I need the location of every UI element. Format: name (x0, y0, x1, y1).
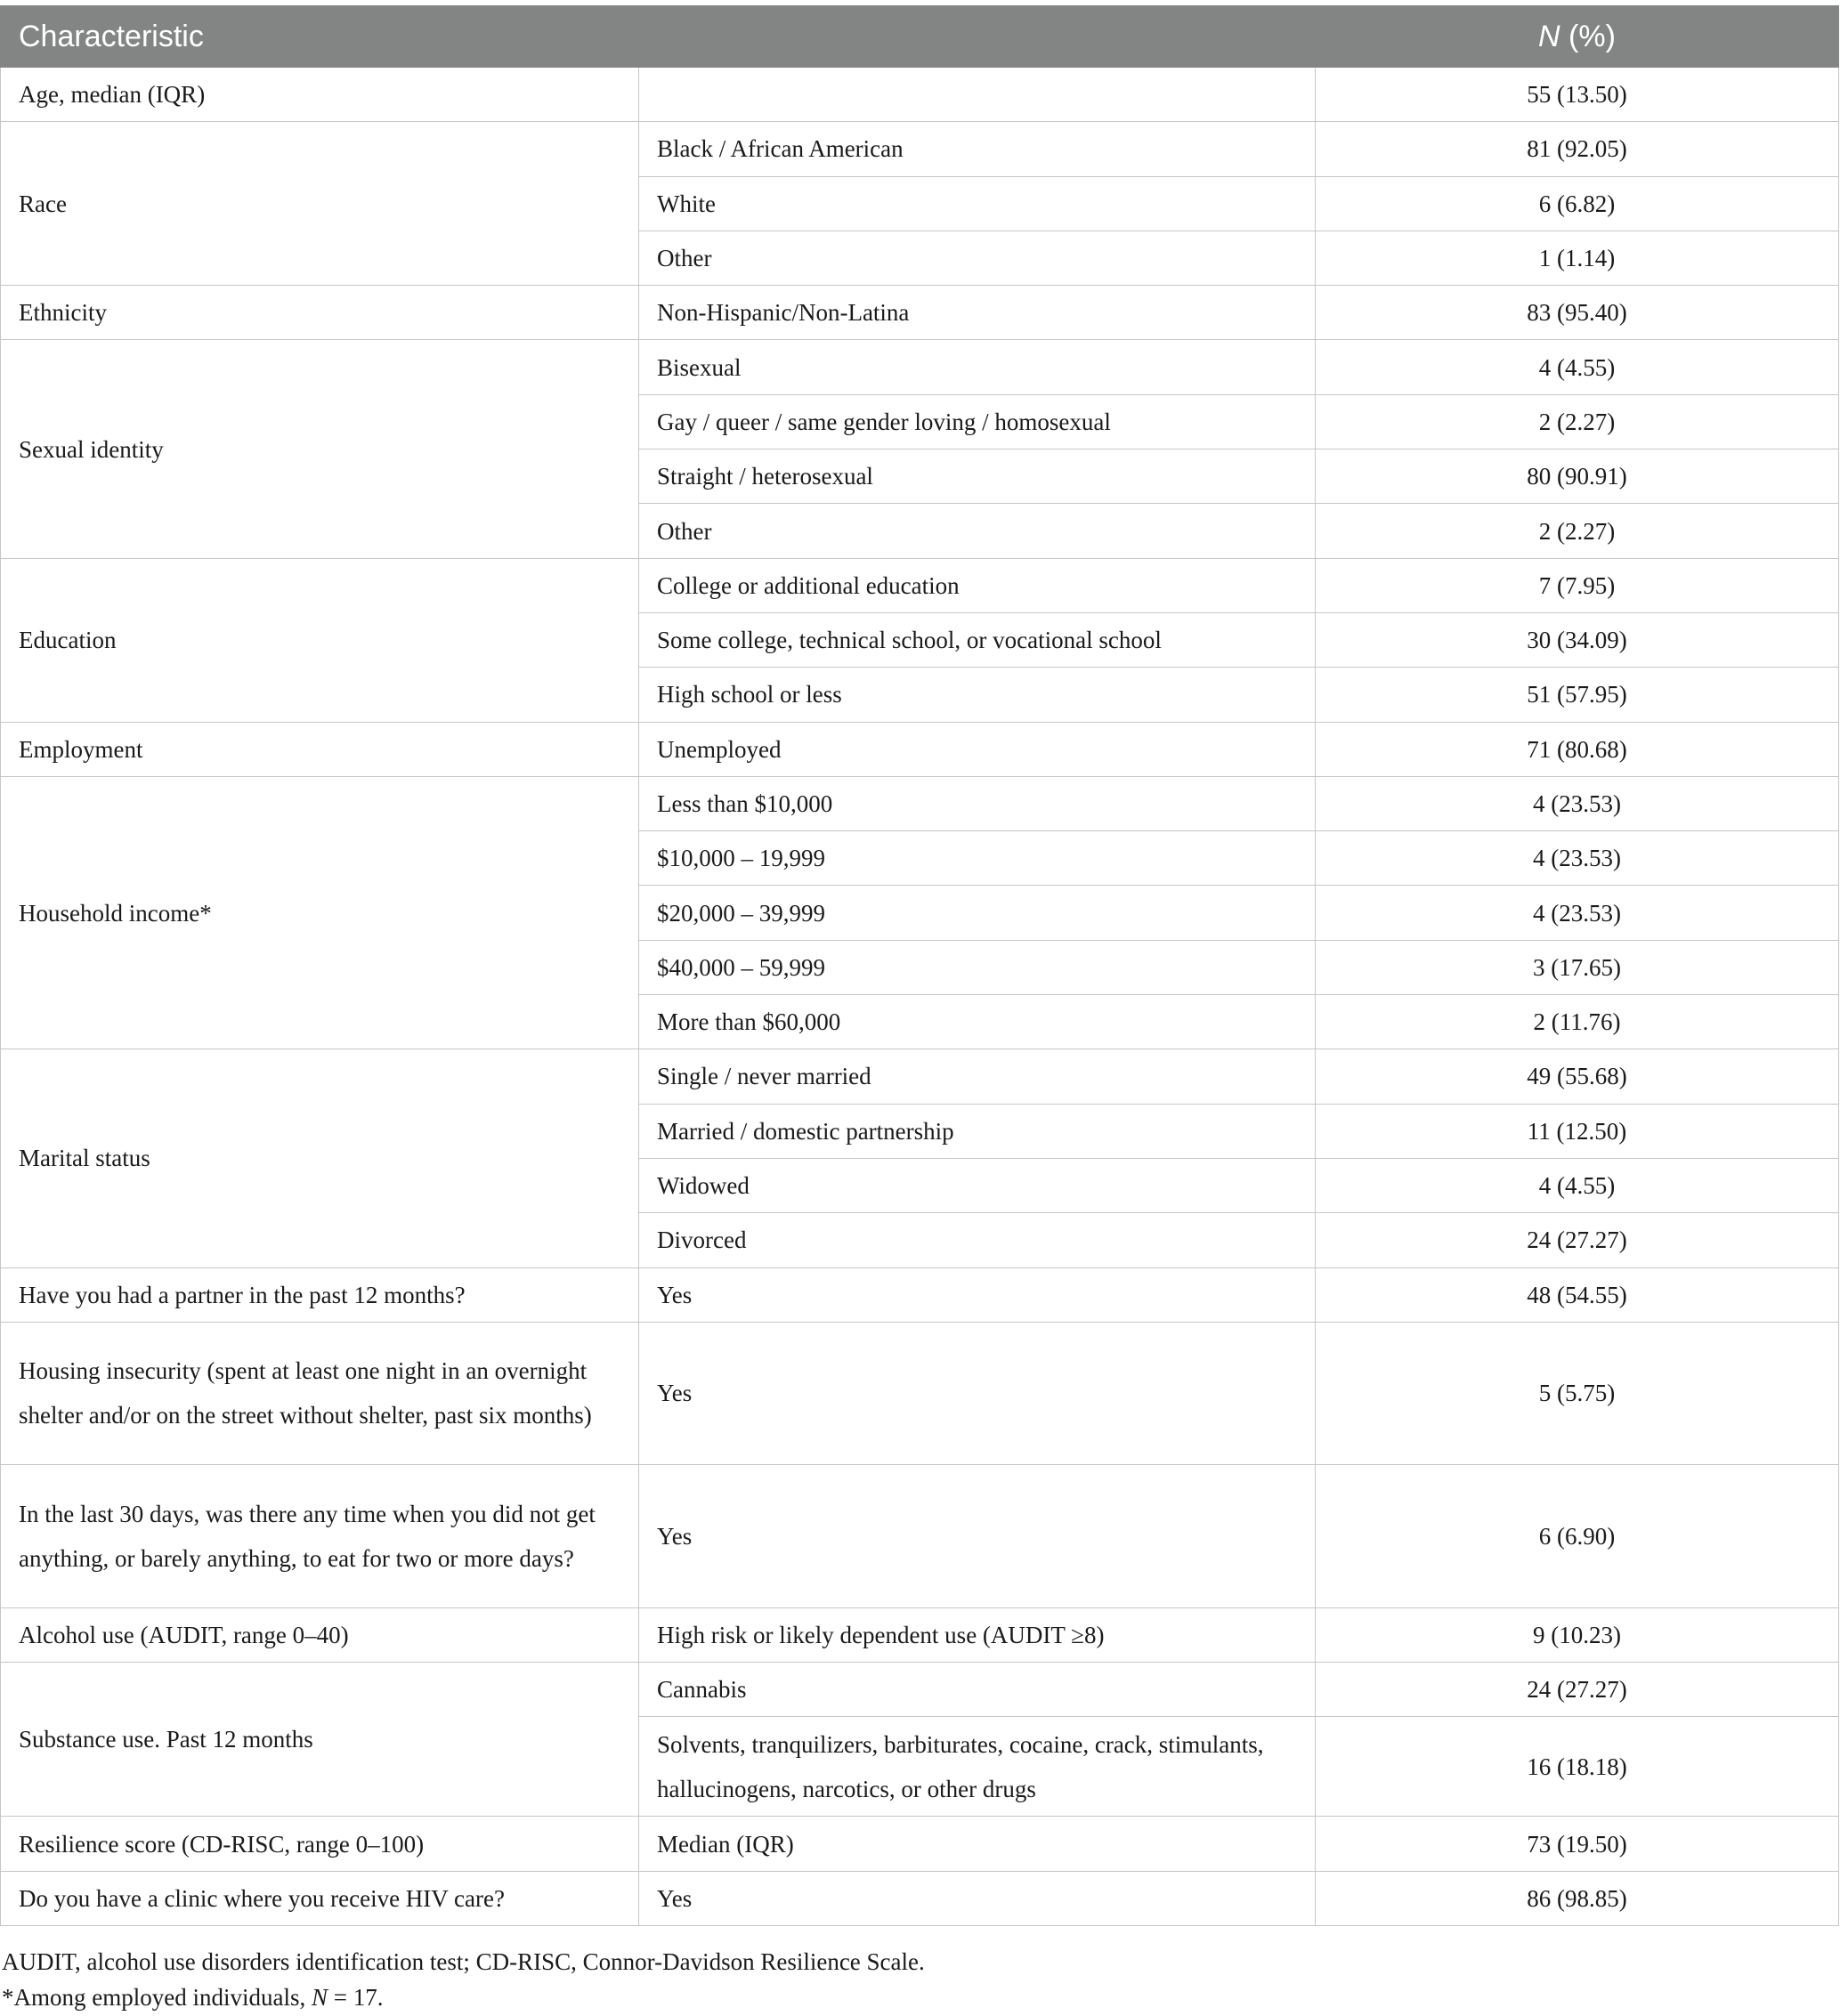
category-cell: Other (639, 231, 1316, 285)
characteristic-cell: In the last 30 days, was there any time when you did not get anything, or barely anything, to eat for two or more days? (1, 1464, 639, 1607)
characteristic-cell: Household income* (1, 776, 639, 1048)
category-cell: Non-Hispanic/Non-Latina (639, 286, 1316, 340)
table-row (1, 722, 1839, 776)
n-percent-cell: 16 (18.18) (1316, 1717, 1839, 1817)
category-cell: Gay / queer / same gender loving / homosexual (639, 394, 1316, 449)
table-body (1, 68, 1839, 1926)
category-cell: More than $60,000 (639, 995, 1316, 1049)
n-percent-cell: 48 (54.55) (1316, 1267, 1839, 1322)
n-percent-cell: 4 (4.55) (1316, 1158, 1839, 1212)
category-cell: Yes (639, 1322, 1316, 1464)
footnote-income: *Among employed individuals, N = 17. (2, 1984, 384, 2011)
category-cell: Other (639, 504, 1316, 558)
header-percent-label: (%) (1560, 20, 1616, 53)
header-n-label: N (1538, 20, 1560, 53)
n-percent-cell: 2 (2.27) (1316, 504, 1839, 558)
category-cell: Cannabis (639, 1663, 1316, 1717)
table-row (1, 1464, 1839, 1607)
category-cell: Yes (639, 1871, 1316, 1925)
header-characteristic: Characteristic (1, 6, 639, 68)
category-cell: Widowed (639, 1158, 1316, 1212)
table-row (1, 286, 1839, 340)
table-row (1, 1267, 1839, 1322)
characteristic-cell: Substance use. Past 12 months (1, 1663, 639, 1817)
demographics-table (0, 5, 1839, 1926)
n-percent-cell: 4 (4.55) (1316, 340, 1839, 394)
n-percent-cell: 49 (55.68) (1316, 1049, 1839, 1104)
table-row (1, 1049, 1839, 1104)
category-cell: College or additional education (639, 558, 1316, 612)
category-cell: $10,000 – 19,999 (639, 831, 1316, 886)
characteristic-cell: Race (1, 122, 639, 286)
characteristic-cell: Housing insecurity (spent at least one night in an overnight shelter and/or on the street without shelter, past six months) (1, 1322, 639, 1464)
characteristic-cell: Resilience score (CD-RISC, range 0–100) (1, 1817, 639, 1871)
n-percent-cell: 4 (23.53) (1316, 886, 1839, 940)
category-cell: Straight / heterosexual (639, 449, 1316, 504)
category-cell: Median (IQR) (639, 1817, 1316, 1871)
category-cell: Bisexual (639, 340, 1316, 394)
n-percent-cell: 73 (19.50) (1316, 1817, 1839, 1871)
characteristic-cell: Do you have a clinic where you receive HIV care? (1, 1871, 639, 1925)
characteristic-cell: Sexual identity (1, 340, 639, 558)
n-percent-cell: 4 (23.53) (1316, 776, 1839, 830)
category-cell: Divorced (639, 1213, 1316, 1267)
table-row (1, 340, 1839, 394)
n-percent-cell: 2 (11.76) (1316, 995, 1839, 1049)
category-cell: Yes (639, 1464, 1316, 1607)
n-percent-cell: 7 (7.95) (1316, 558, 1839, 612)
header-n-percent (1316, 6, 1839, 68)
n-percent-cell: 86 (98.85) (1316, 1871, 1839, 1925)
category-cell: Some college, technical school, or vocational school (639, 612, 1316, 667)
table-row (1, 122, 1839, 176)
n-percent-cell: 5 (5.75) (1316, 1322, 1839, 1464)
n-percent-cell: 83 (95.40) (1316, 286, 1839, 340)
table-row (1, 776, 1839, 830)
n-percent-cell: 24 (27.27) (1316, 1213, 1839, 1267)
n-percent-cell: 51 (57.95) (1316, 668, 1839, 722)
table-header-row (1, 6, 1839, 68)
category-cell: Single / never married (639, 1049, 1316, 1104)
footnote-abbreviations: AUDIT, alcohol use disorders identification test; CD-RISC, Connor-Davidson Resilience Scale. (2, 1948, 925, 1975)
characteristic-cell: Alcohol use (AUDIT, range 0–40) (1, 1607, 639, 1662)
n-percent-cell: 1 (1.14) (1316, 231, 1839, 285)
category-cell: $40,000 – 59,999 (639, 940, 1316, 994)
category-cell: $20,000 – 39,999 (639, 886, 1316, 940)
n-percent-cell: 80 (90.91) (1316, 449, 1839, 504)
n-percent-cell: 6 (6.90) (1316, 1464, 1839, 1607)
table-row (1, 558, 1839, 612)
table-row (1, 1322, 1839, 1464)
characteristic-cell: Have you had a partner in the past 12 months? (1, 1267, 639, 1322)
table-row (1, 1607, 1839, 1662)
category-cell: High risk or likely dependent use (AUDIT ≥8) (639, 1607, 1316, 1662)
category-cell: High school or less (639, 668, 1316, 722)
table-row (1, 1817, 1839, 1871)
characteristic-cell: Ethnicity (1, 286, 639, 340)
characteristic-cell: Age, median (IQR) (1, 68, 639, 122)
category-cell: Solvents, tranquilizers, barbiturates, cocaine, crack, stimulants, hallucinogens, narcotics, or other drugs (639, 1717, 1316, 1817)
characteristic-cell: Marital status (1, 1049, 639, 1267)
n-percent-cell: 71 (80.68) (1316, 722, 1839, 776)
n-percent-cell: 81 (92.05) (1316, 122, 1839, 176)
table-row (1, 68, 1839, 122)
category-cell: Yes (639, 1267, 1316, 1322)
category-cell: Unemployed (639, 722, 1316, 776)
n-percent-cell: 3 (17.65) (1316, 940, 1839, 994)
category-cell: Married / domestic partnership (639, 1104, 1316, 1158)
n-percent-cell: 11 (12.50) (1316, 1104, 1839, 1158)
n-percent-cell: 6 (6.82) (1316, 176, 1839, 231)
characteristic-cell: Employment (1, 722, 639, 776)
table-footnotes (2, 1944, 925, 2015)
n-percent-cell: 4 (23.53) (1316, 831, 1839, 886)
category-cell: White (639, 176, 1316, 231)
header-category (639, 6, 1316, 68)
n-percent-cell: 2 (2.27) (1316, 394, 1839, 449)
category-cell: Black / African American (639, 122, 1316, 176)
n-percent-cell: 55 (13.50) (1316, 68, 1839, 122)
demographics-table-container (0, 5, 1838, 1926)
n-percent-cell: 9 (10.23) (1316, 1607, 1839, 1662)
n-percent-cell: 24 (27.27) (1316, 1663, 1839, 1717)
n-percent-cell: 30 (34.09) (1316, 612, 1839, 667)
category-cell: Less than $10,000 (639, 776, 1316, 830)
characteristic-cell: Education (1, 558, 639, 722)
table-row (1, 1871, 1839, 1925)
table-row (1, 1663, 1839, 1717)
category-cell (639, 68, 1316, 122)
